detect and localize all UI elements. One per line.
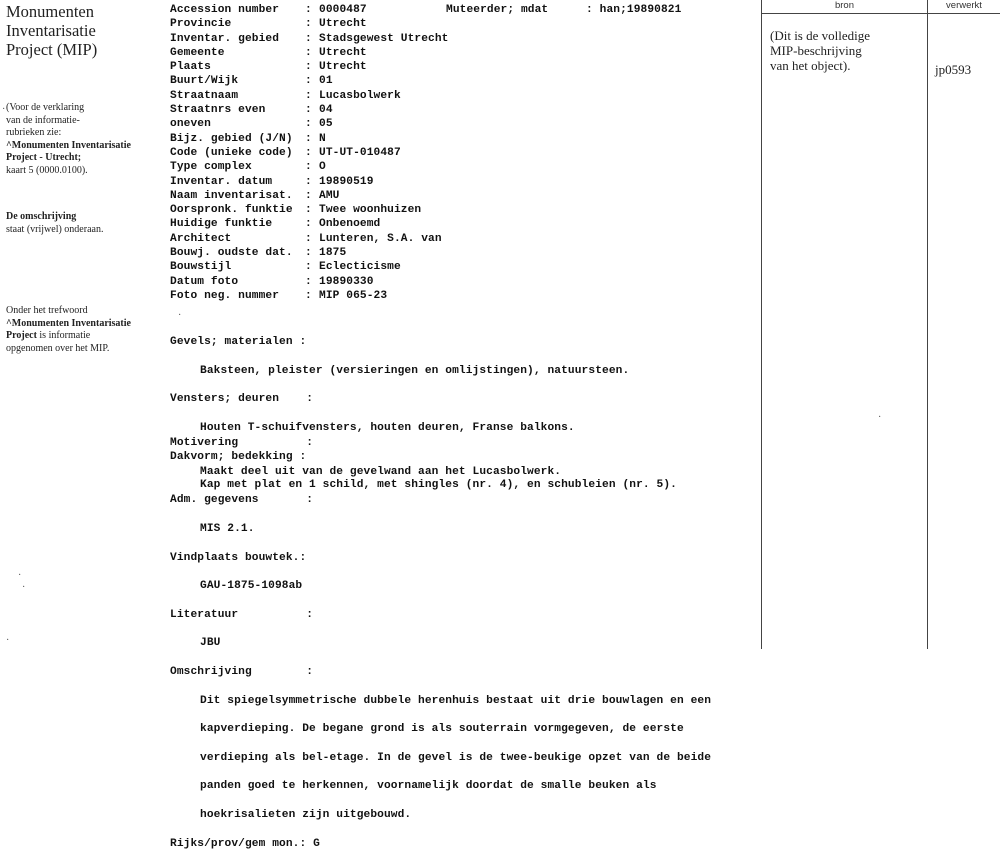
field-colon: : — [305, 218, 312, 231]
info-note-text: (Voor de verklaring van de informatie- rubrieken zie: — [6, 102, 85, 138]
dakvorm-value: Kap met plat en 1 schild, met shingles (nr. 4), en schubleien (nr. 5). — [200, 479, 677, 492]
field-colon: : — [305, 204, 312, 217]
field-label: Bouwj. oudste dat. — [170, 247, 293, 260]
field-value: 19890519 — [319, 175, 374, 188]
header-rule — [761, 13, 1000, 14]
field-label: Straatnrs even — [170, 104, 266, 117]
info-note-card: kaart 5 (0000.0100). — [6, 164, 88, 176]
field-label: Code (unieke code) — [170, 146, 293, 159]
bron-line: (Dit is de volledige — [770, 28, 871, 43]
bron-text — [770, 28, 920, 73]
omschrijving-label: Omschrijving : — [170, 666, 314, 679]
literatuur-value: JBU — [200, 637, 221, 650]
verwerkt-code: jp0593 — [935, 62, 972, 77]
field-label: Type complex — [170, 161, 252, 174]
mip-title-line: Monumenten — [6, 2, 94, 21]
field-colon: : — [305, 104, 312, 117]
trefwoord-note-text: Onder het trefwoord — [6, 305, 88, 316]
field-value: Utrecht — [319, 18, 367, 31]
omschrijving-line: Dit spiegelsymmetrische dubbele herenhuis bestaat uit drie bouwlagen en een — [200, 694, 712, 707]
field-value: Utrecht — [319, 46, 367, 59]
adm-value: MIS 2.1. — [200, 523, 255, 536]
gevels-value: Baksteen, pleister (versieringen en omlijstingen), natuursteen. — [200, 364, 630, 377]
rijks-row — [170, 837, 760, 851]
dakvorm-label: Dakvorm; bedekking : — [170, 450, 307, 463]
field-value: Onbenoemd — [319, 218, 381, 231]
muteerder-value: : han;19890821 — [586, 4, 682, 16]
field-label: Accession number — [170, 4, 280, 16]
omschrijving-line: verdieping als bel-etage. In de gevel is de twee-beukige opzet van de beide — [200, 751, 712, 764]
field-label: Buurt/Wijk — [170, 75, 239, 88]
field-label: Gemeente — [170, 46, 225, 59]
motivering-block — [170, 422, 760, 865]
omschrijving-line: kapverdieping. De begane grond is als souterrain vormgegeven, de eerste — [200, 723, 684, 736]
field-colon: : — [305, 32, 312, 45]
field-value: AMU — [319, 189, 340, 202]
field-colon: : — [305, 189, 312, 202]
field-colon: : — [305, 247, 312, 260]
field-label: Plaats — [170, 61, 211, 74]
omschrijving-line: panden goed te herkennen, voornamelijk doordat de smalle beuken als — [200, 780, 657, 793]
rijks-label: Rijks/prov/gem mon.: — [170, 837, 307, 850]
field-colon: : — [305, 132, 312, 145]
field-value: Lucasbolwerk — [319, 89, 401, 102]
field-row — [170, 203, 760, 217]
field-value: Lunteren, S.A. van — [319, 232, 442, 245]
field-label: Inventar. gebied — [170, 32, 280, 45]
literatuur-label: Literatuur : — [170, 608, 314, 621]
field-label: Provincie — [170, 18, 232, 31]
field-row — [170, 146, 760, 160]
mip-title — [6, 2, 166, 59]
vensters-value: Houten T-schuifvensters, houten deuren, Franse balkons. — [200, 422, 575, 435]
field-row — [170, 46, 760, 60]
field-label: Inventar. datum — [170, 175, 273, 188]
field-row — [170, 217, 760, 231]
field-label: oneven — [170, 118, 211, 131]
vindplaats-label: Vindplaats bouwtek.: — [170, 551, 307, 564]
trefwoord-note — [6, 305, 166, 355]
left-margin — [6, 2, 166, 59]
mip-title-line: Project (MIP) — [6, 40, 98, 59]
accession-row: Accession number : 0000487 Muteerder; mdat : han;19890821 — [170, 4, 682, 16]
field-colon: : — [305, 261, 312, 274]
field-colon: : — [305, 61, 312, 74]
omschrijving-note — [6, 211, 166, 236]
field-colon: : — [305, 146, 312, 159]
field-row — [170, 260, 760, 274]
field-row — [170, 74, 760, 88]
rijks-value: G — [313, 837, 320, 850]
vensters-label: Vensters; deuren : — [170, 393, 314, 406]
field-row — [170, 32, 760, 46]
field-label: Huidige funktie — [170, 218, 273, 231]
trefwoord-note-post: is informatie opgenomen over het MIP. — [6, 330, 110, 354]
field-colon: : — [305, 46, 312, 59]
field-label: Architect — [170, 232, 232, 245]
vindplaats-value: GAU-1875-1098ab — [200, 580, 303, 593]
column-divider-right — [927, 0, 928, 649]
field-value: UT-UT-010487 — [319, 146, 401, 159]
adm-label: Adm. gegevens : — [170, 494, 314, 507]
bron-line: MIP-beschrijving — [770, 43, 862, 58]
field-value: 19890330 — [319, 275, 374, 288]
field-colon: : — [305, 75, 312, 88]
field-colon: : — [305, 289, 312, 302]
column-divider-left — [761, 0, 762, 649]
field-row — [170, 275, 760, 289]
field-row — [170, 89, 760, 103]
field-value: Stadsgewest Utrecht — [319, 32, 449, 45]
trefwoord-note-ref: ^Monumenten Inventarisatie Project — [6, 317, 131, 341]
field-rows — [170, 17, 760, 303]
margin-mark: · — [22, 582, 26, 593]
margin-mark: · — [878, 412, 882, 423]
field-colon: : — [305, 232, 312, 245]
margin-mark: · — [18, 570, 22, 581]
muteerder-label: Muteerder; mdat — [446, 4, 549, 16]
field-row — [170, 132, 760, 146]
field-row — [170, 289, 760, 303]
field-label: Oorspronk. funktie — [170, 204, 293, 217]
field-colon: : — [305, 18, 312, 31]
field-value: 0000487 — [319, 4, 367, 16]
field-label: Bouwstijl — [170, 261, 232, 274]
field-value: N — [319, 132, 326, 145]
field-value: Twee woonhuizen — [319, 204, 422, 217]
gevels-label: Gevels; materialen : — [170, 336, 307, 349]
field-row — [170, 103, 760, 117]
field-row — [170, 232, 760, 246]
field-value: O — [319, 161, 326, 174]
field-colon: : — [305, 275, 312, 288]
margin-mark: · — [2, 104, 6, 115]
margin-mark: · — [178, 310, 182, 321]
field-colon: : — [305, 161, 312, 174]
info-note — [6, 102, 166, 177]
field-label: Datum foto — [170, 275, 239, 288]
motivering-value: Maakt deel uit van de gevelwand aan het Lucasbolwerk. — [200, 465, 562, 478]
margin-mark: · — [6, 635, 10, 646]
bron-line: van het object). — [770, 58, 851, 73]
field-value: 05 — [319, 118, 333, 131]
field-label: Straatnaam — [170, 89, 239, 102]
omschrijving-note-bold: De omschrijving — [6, 211, 77, 222]
mip-title-line: Inventarisatie — [6, 21, 96, 40]
verwerkt-header: verwerkt — [946, 0, 982, 11]
field-row — [170, 60, 760, 74]
field-value: Eclecticisme — [319, 261, 401, 274]
field-row — [170, 117, 760, 131]
field-value: 04 — [319, 104, 333, 117]
bron-header: bron — [834, 0, 854, 11]
field-row — [170, 175, 760, 189]
motivering-label: Motivering : — [170, 437, 314, 450]
field-label: Foto neg. nummer — [170, 289, 280, 302]
omschrijving-line: hoekrisalieten zijn uitgebouwd. — [200, 809, 412, 822]
field-row — [170, 246, 760, 260]
field-value: MIP 065-23 — [319, 289, 388, 302]
field-row — [170, 189, 760, 203]
record-fields — [170, 3, 760, 303]
info-note-ref: ^Monumenten Inventarisatie Project - Utrecht; — [6, 139, 131, 163]
field-colon: : — [305, 89, 312, 102]
field-colon: : — [305, 175, 312, 188]
field-row — [170, 160, 760, 174]
field-value: Utrecht — [319, 61, 367, 74]
field-value: 01 — [319, 75, 333, 88]
field-label: Bijz. gebied (J/N) — [170, 132, 293, 145]
field-label: Naam inventarisat. — [170, 189, 293, 202]
field-row — [170, 17, 760, 31]
field-value: 1875 — [319, 247, 347, 260]
omschrijving-note-text: staat (vrijwel) onderaan. — [6, 223, 104, 235]
field-colon: : — [305, 118, 312, 131]
